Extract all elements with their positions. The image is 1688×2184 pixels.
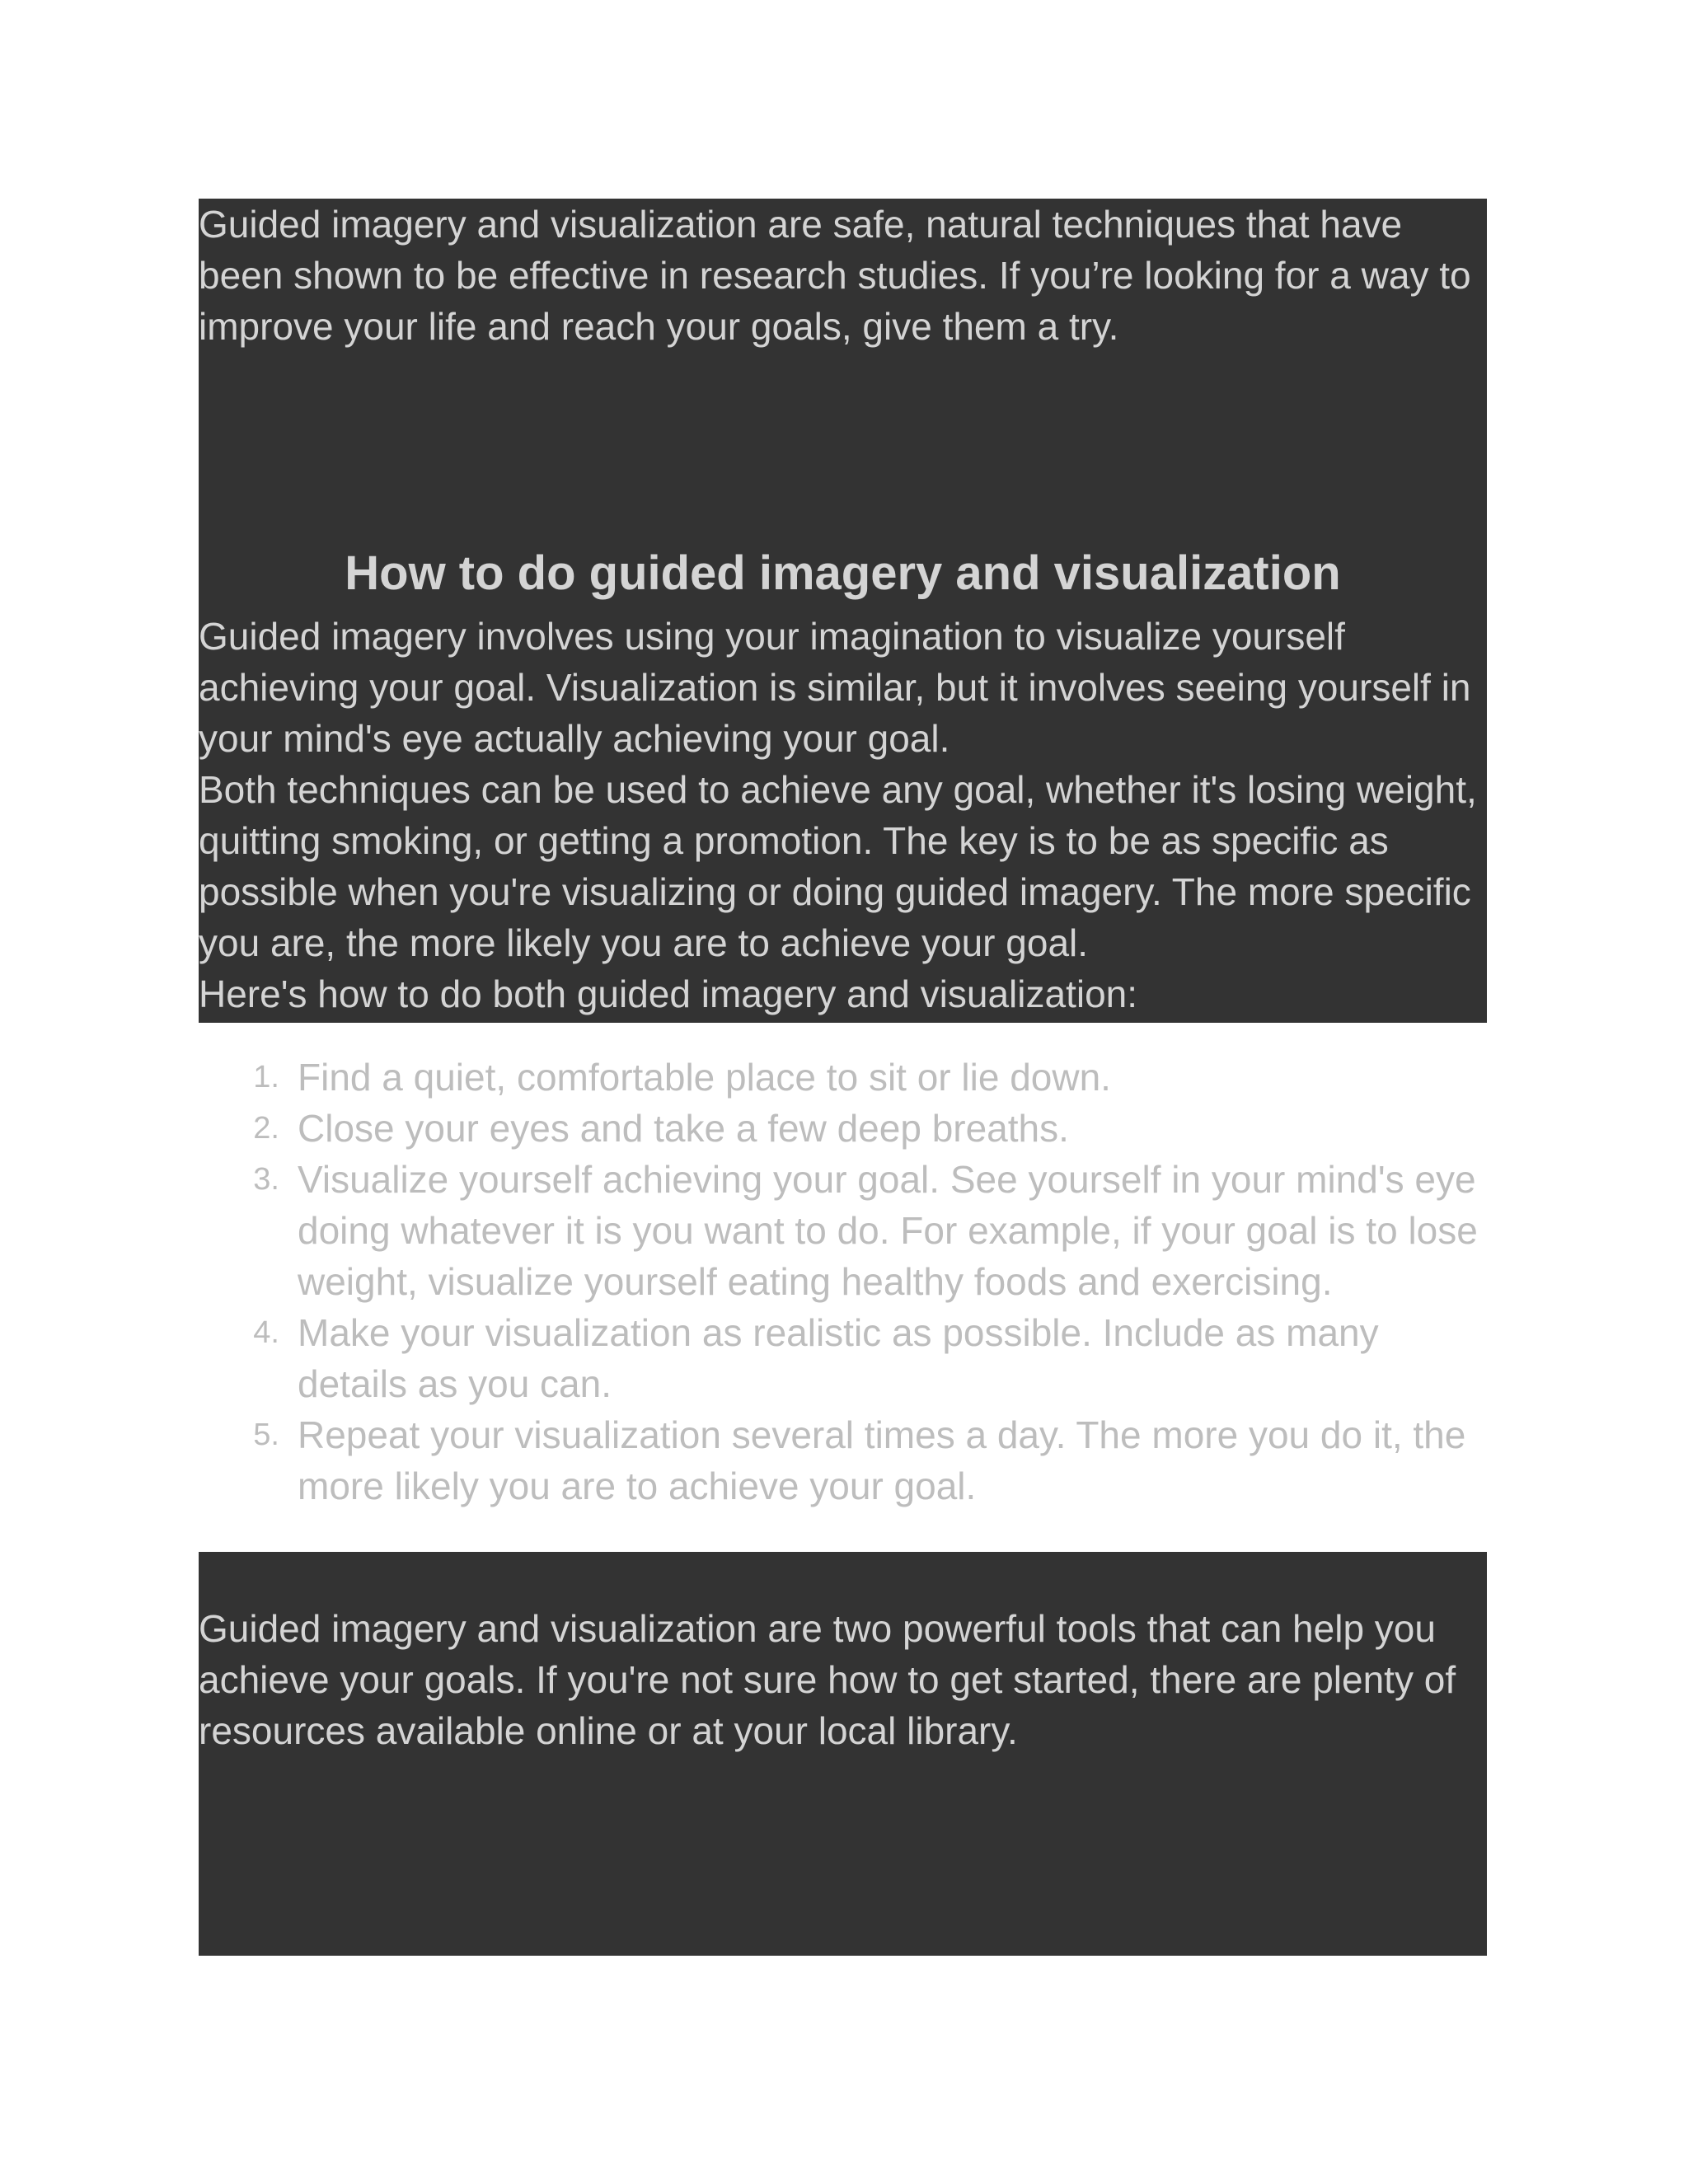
list-item-text: Visualize yourself achieving your goal. See yourself in your mind's eye doing whatever it is you want to do. For example, if your goal is to lose weight, visualize yourself eating healthy foods and exercising.: [298, 1158, 1478, 1303]
list-item: [199, 1103, 1487, 1154]
list-item: [199, 1154, 1487, 1307]
list-item-number: 3.: [253, 1162, 279, 1197]
section-heading: How to do guided imagery and visualization: [345, 546, 1341, 600]
list-item-text: Find a quiet, comfortable place to sit or lie down.: [298, 1056, 1111, 1099]
list-item-number: 4.: [253, 1315, 279, 1350]
list-item-number: 1.: [253, 1060, 279, 1094]
list-item: [199, 1052, 1487, 1103]
intro-paragraph: Guided imagery and visualization are safe, natural techniques that have been shown to be effective in research studies. If you’re looking for a way to improve your life and reach your goals, give them a try.: [199, 203, 1471, 348]
list-item-number: 5.: [253, 1418, 279, 1452]
section-paragraph-howto-intro: Here's how to do both guided imagery and visualization:: [199, 972, 1138, 1015]
closing-paragraph: Guided imagery and visualization are two powerful tools that can help you achieve your goals. If you're not sure how to get started, there are plenty of resources available online or at your local library.: [199, 1607, 1456, 1752]
steps-list: [199, 1052, 1487, 1511]
list-item: [199, 1409, 1487, 1511]
list-item: [199, 1307, 1487, 1409]
section-paragraph-imagery: Guided imagery involves using your imagination to visualize yourself achieving your goal. Visualization is similar, but it involves seeing yourself in your mind's eye actually achieving your goal.: [199, 615, 1471, 760]
dark-content-block: [199, 199, 1487, 1023]
list-item-text: Make your visualization as realistic as possible. Include as many details as you can.: [298, 1311, 1379, 1405]
closing-content-block: [199, 1552, 1487, 1956]
list-item-text: Close your eyes and take a few deep breaths.: [298, 1107, 1069, 1150]
list-item-text: Repeat your visualization several times a day. The more you do it, the more likely you are to achieve your goal.: [298, 1413, 1466, 1507]
list-item-number: 2.: [253, 1111, 279, 1146]
section-paragraph-techniques: Both techniques can be used to achieve any goal, whether it's losing weight, quitting smoking, or getting a promotion. The key is to be as specific as possible when you're visualizing or doing guided imagery. The more specific you are, the more likely you are to achieve your goal.: [199, 768, 1477, 964]
section-body: [199, 611, 1487, 1019]
